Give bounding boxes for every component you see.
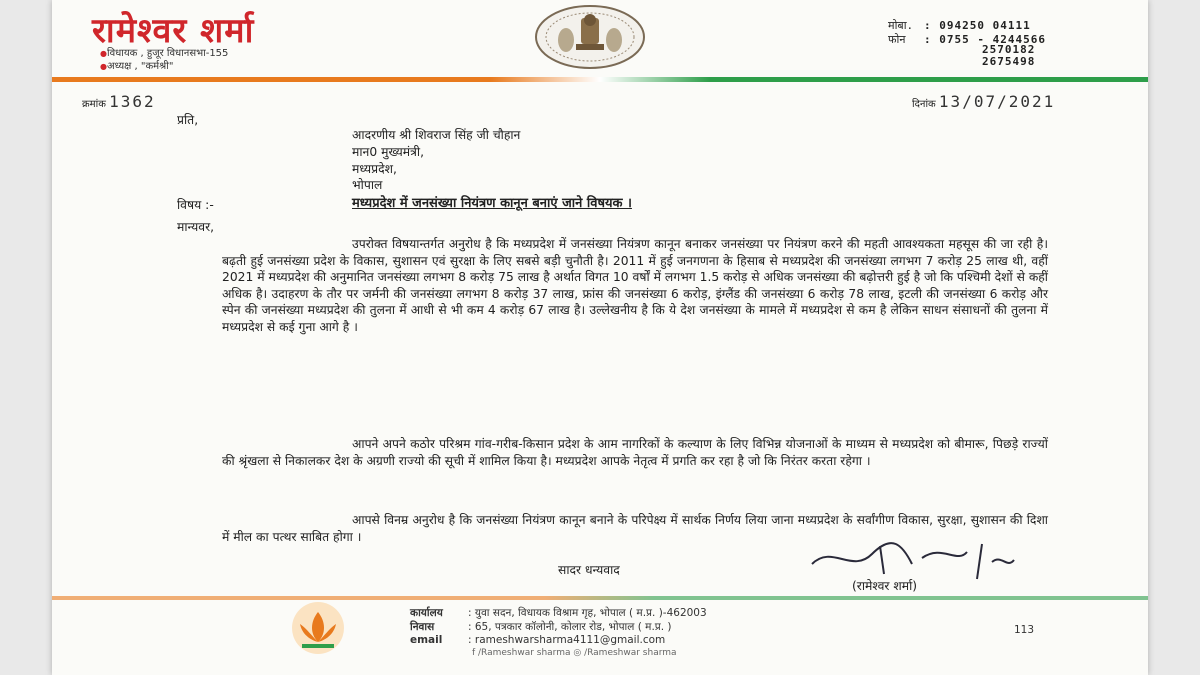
lotus-logo-icon: [284, 600, 352, 660]
prati: प्रति,: [177, 113, 199, 127]
contact-phone-3: 2675498: [982, 55, 1036, 68]
paragraph-3: आपसे विनम्र अनुरोध है कि जनसंख्या नियंत्रण कानून बनाने के परिपेक्ष्य में सार्थक निर्णय लिया जाना मध्यप्रदेश के सर्वांगीण विकास, सुरक्षा, सुशासन की दिशा में मील का पत्थर साबित होगा ।: [222, 513, 1048, 544]
footer-home: निवास : 65, पत्रकार कॉलोनी, कोलार रोड, भोपाल ( म.प्र. ): [410, 621, 672, 633]
page-code: 113: [1014, 624, 1035, 636]
letter-date: दिनांक 13/07/2021: [912, 92, 1056, 111]
contact-phone-2: 2570182: [982, 43, 1036, 56]
contact-phone: फोन : 0755 - 4244566: [888, 33, 1046, 46]
signature-name: (रामेश्वर शर्मा): [852, 579, 918, 593]
closing: सादर धन्यवाद: [558, 563, 620, 577]
contact-mobile: मोबा. : 094250 04111: [888, 19, 1031, 32]
footer-office: कार्यालय : युवा सदन, विधायक विश्राम गृह, भोपाल ( म.प्र. )-462003: [410, 607, 707, 619]
subject-text: मध्यप्रदेश में जनसंख्या नियंत्रण कानून बनाएं जाने विषयक ।: [352, 196, 632, 211]
paragraph-1: उपरोक्त विषयान्तर्गत अनुरोध है कि मध्यप्रदेश में जनसंख्या नियंत्रण कानून बनाकर जनसंख्या पर नियंत्रण करने की महती आवश्यकता महसूस की जा रही है। बढ़ती हुई जनसंख्या प्रदेश के विकास, सुशासन एवं सुरक्षा के लिए सबसे बड़ी चुनौती है। 2011 में हुई जनगणना के हिसाब से मध्यप्रदेश की जनसंख्या लगभग 7 करोड़ 25 लाख थी, वहीं 2021 में मध्यप्रदेश की अनुमानित जनसंख्या लगभग 8 करोड़ 75 लाख है अर्थात विगत 10 वर्षों में लगभग 1.5 करोड़ से अधिक जनसंख्या की बढ़ोत्तरी हुई है जो कि पश्चिमी देशों से कहीं अधिक है। उदाहरण के तौर पर जर्मनी की जनसंख्या लगभग 8 करोड़ 37 लाख, फ्रांस की जनसंख्या 6 करोड़, इंग्लैंड की जनसंख्या 6 करोड़ 78 लाख, इटली की जनसंख्या 6 करोड़ और स्पेन की जनसंख्या मध्यप्रदेश की तुलना में आधी से भी कम 4 करोड़ 67 लाख है। उल्लेखनीय है कि ये देश जनसंख्या के मामले में मध्यप्रदेश से कम है लेकिन साधन संसाधनों की तुलना में मध्यप्रदेश से कई गुना आगे है ।: [222, 237, 1048, 334]
footer-divider: [52, 596, 1148, 600]
letterhead-name: रामेश्वर शर्मा: [92, 11, 255, 51]
address-line-4: भोपाल: [352, 178, 383, 192]
address-line-1: आदरणीय श्री शिवराज सिंह जी चौहान: [352, 128, 521, 142]
tricolor-divider: [52, 77, 1148, 82]
footer-email: email : rameshwarsharma4111@gmail.com: [410, 634, 666, 646]
ref-number: क्रमांक 1362: [82, 92, 156, 111]
designation-line: ● विधायक , हुजूर विधानसभा-155: [100, 45, 228, 59]
address-line-3: मध्यप्रदेश,: [352, 162, 397, 176]
paragraph-2: आपने अपने कठोर परिश्रम गांव-गरीब-किसान प्रदेश के आम नागरिकों के कल्याण के लिए विभिन्न योजनाओं के माध्यम से मध्यप्रदेश को बीमारू, पिछड़े राज्यों की श्रृंखला से निकालकर देश के अग्रणी राज्यो की सूची में शामिल किया है। मध्यप्रदेश आपके नेतृत्व में प्रगति कर रहा है जो कि निरंतर करता रहेगा ।: [222, 437, 1048, 468]
salutation: मान्यवर,: [177, 220, 215, 234]
footer-social: f /Rameshwar sharma ◎ /Rameshwar sharma: [472, 648, 677, 658]
address-line-2: मान0 मुख्यमंत्री,: [352, 145, 425, 159]
president-line: ● अध्यक्ष , "कर्मश्री": [100, 58, 173, 72]
subject-label: विषय :-: [177, 198, 214, 212]
mp-emblem-icon: [534, 4, 646, 70]
letter-page: [52, 0, 1148, 675]
